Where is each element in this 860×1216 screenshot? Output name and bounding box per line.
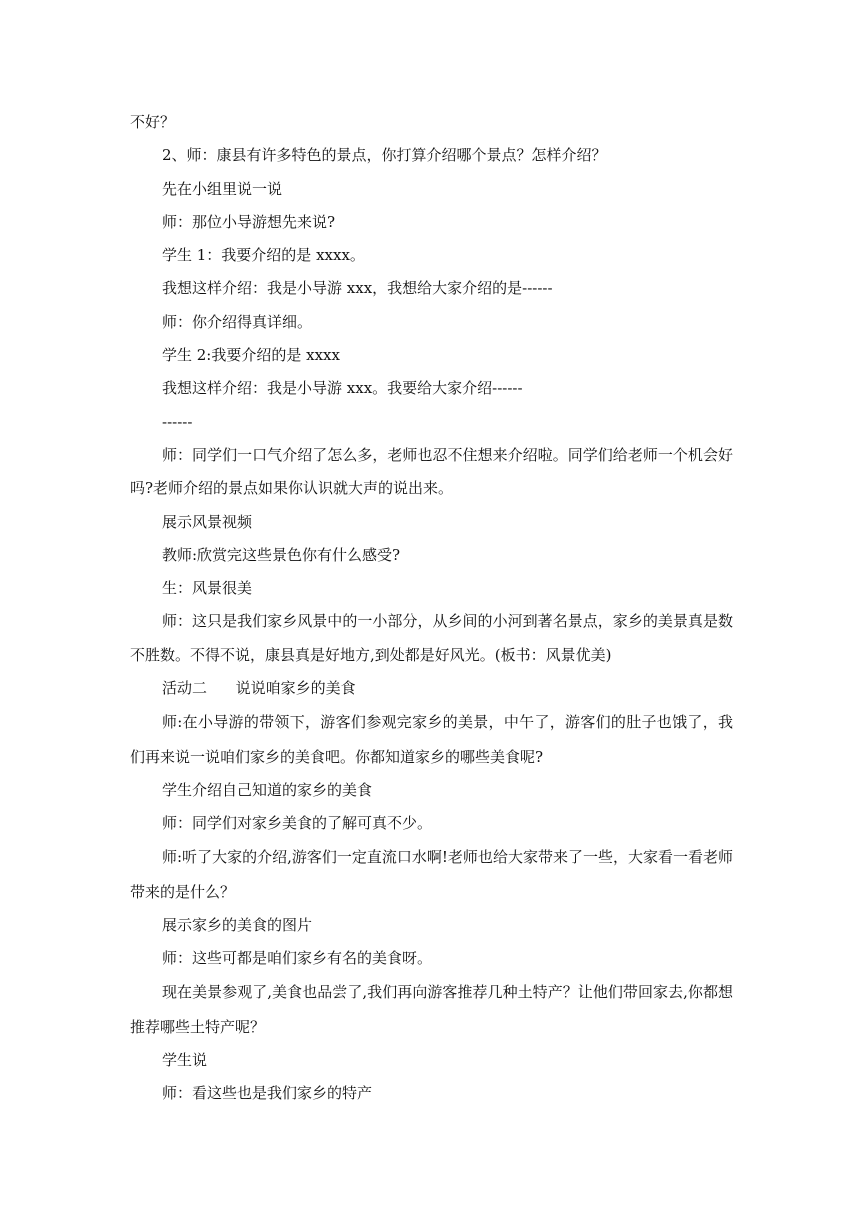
paragraph-student-2-intro: 我想这样介绍：我是小导游 xxx。我要给大家介绍------ [162, 379, 523, 398]
paragraph-group-discussion: 先在小组里说一说 [162, 179, 283, 198]
paragraph-student-2: 学生 2:我要介绍的是 xxxx [162, 346, 340, 365]
paragraph-show-food-pictures: 展示家乡的美食的图片 [162, 915, 313, 934]
paragraph-teacher-specialties: 师：看这些也是我们家乡的特产 [162, 1084, 373, 1103]
paragraph-teacher-food-brought: 师:听了大家的介绍,游客们一定直流口水啊!老师也给大家带来了一些，大家看一看老师带来的是什么？ [130, 848, 733, 901]
paragraph-activity-two-heading: 活动二 说说咱家乡的美食 [162, 679, 356, 698]
paragraph-teacher-introduce: 师：同学们一口气介绍了怎么多，老师也忍不住想来介绍啦。同学们给老师一个机会好吗?老师介绍的景点如果你认识就大声的说出来。 [130, 445, 733, 498]
paragraph-students-food: 学生介绍自己知道的家乡的美食 [162, 780, 373, 799]
paragraph-continuation: 不好？ [130, 113, 176, 131]
paragraph-student-1-intro: 我想这样介绍：我是小导游 xxx，我想给大家介绍的是------ [162, 279, 553, 298]
paragraph-show-video: 展示风景视频 [162, 512, 253, 531]
paragraph-dashes: ------ [162, 412, 193, 431]
paragraph-teacher-prompt: 师：那位小导游想先来说? [162, 212, 336, 231]
paragraph-student-1: 学生 1：我要介绍的是 xxxx。 [162, 246, 365, 265]
document-body [130, 106, 733, 1110]
paragraph-question-scenic-spots: 2、师：康县有许多特色的景点，你打算介绍哪个景点？怎样介绍？ [162, 146, 607, 165]
paragraph-teacher-praise: 师：你介绍得真详细。 [162, 312, 313, 331]
paragraph-students-say: 学生说 [162, 1050, 208, 1069]
paragraph-teacher-summary: 师：这只是我们家乡风景中的一小部分，从乡间的小河到著名景点，家乡的美景真是数不胜数。不得不说，康县真是好地方,到处都是好风光。(板书：风景优美) [130, 612, 733, 664]
paragraph-recommend-specialties: 现在美景参观了,美食也品尝了,我们再向游客推荐几种土特产？让他们带回家去,你都想推荐哪些土特产呢？ [130, 983, 733, 1036]
paragraph-teacher-famous-food: 师：这些可都是咱们家乡有名的美食呀。 [162, 949, 433, 968]
paragraph-teacher-feeling: 教师:欣赏完这些景色你有什么感受? [162, 545, 401, 564]
paragraph-teacher-food-praise: 师：同学们对家乡美食的了解可真不少。 [162, 814, 433, 833]
paragraph-teacher-food-intro: 师:在小导游的带领下，游客们参观完家乡的美景，中午了，游客们的肚子也饿了，我们再来说一说咱们家乡的美食吧。你都知道家乡的哪些美食呢? [130, 713, 733, 766]
paragraph-student-answer: 生：风景很美 [162, 579, 253, 598]
